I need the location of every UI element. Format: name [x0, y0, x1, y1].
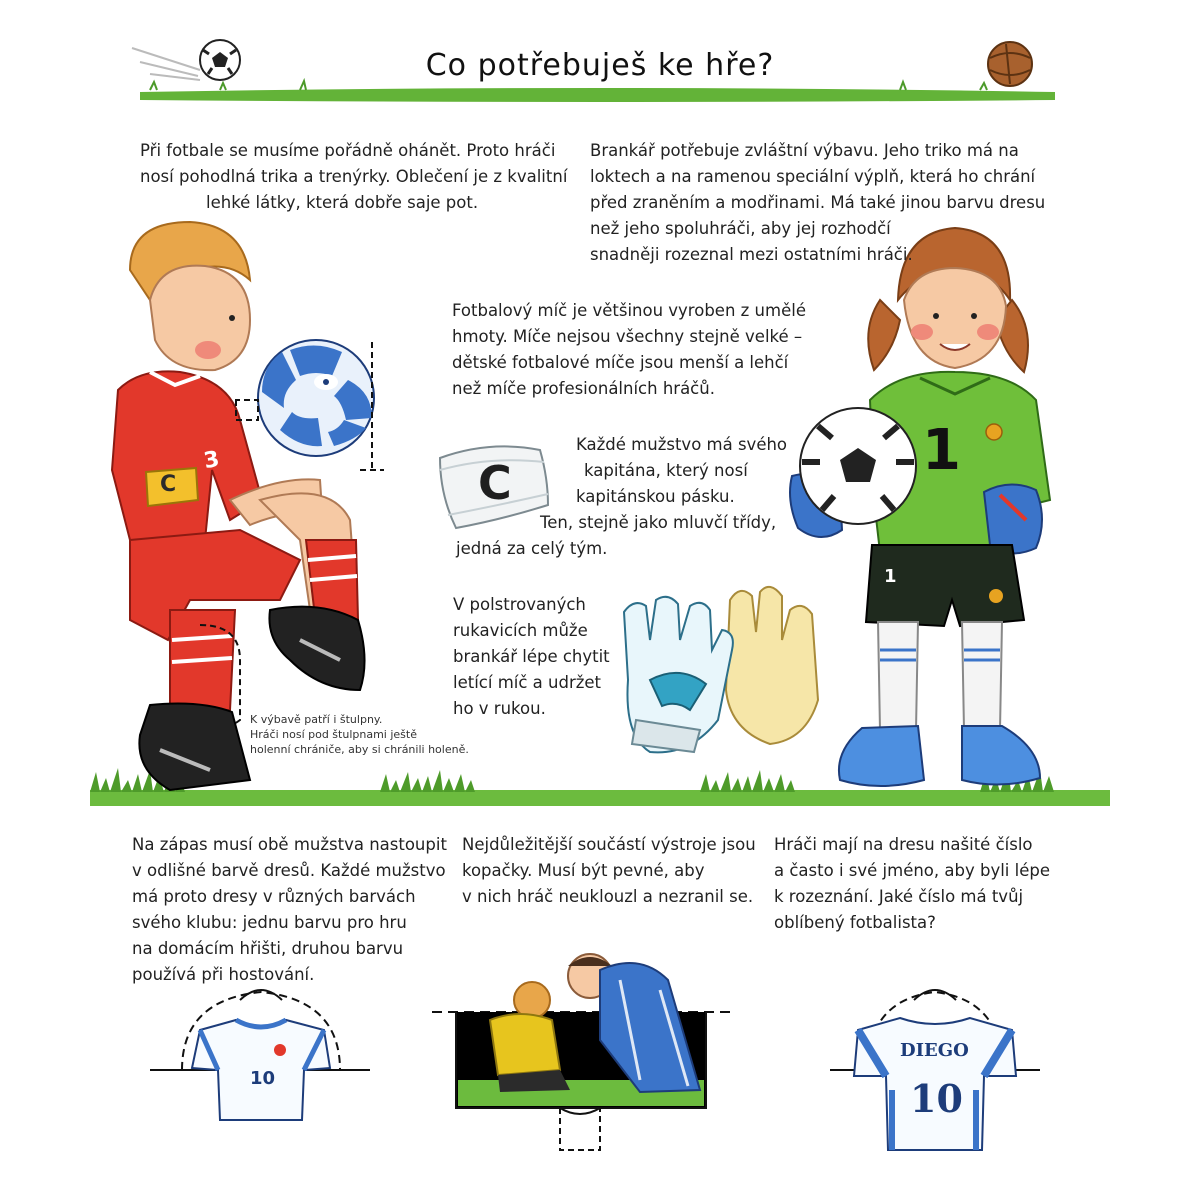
text-line: rukavicích může — [453, 621, 588, 640]
colors-paragraph — [132, 832, 452, 988]
text-line: k rozeznání. Jaké číslo má tvůj — [774, 887, 1024, 906]
numbers-paragraph — [774, 832, 1074, 936]
text-line: K výbavě patří i štulpny. — [250, 713, 383, 726]
blue-ball-illustration — [236, 340, 384, 470]
goalkeeper-paragraph — [590, 138, 1050, 268]
text-line: Fotbalový míč je většinou vyroben z umělé — [452, 301, 806, 320]
keeper-number: 1 — [922, 418, 961, 483]
text-line: kapitánskou pásku. — [576, 487, 735, 506]
text-line: na domácím hřišti, druhou barvu — [132, 939, 404, 958]
text-line: letící míč a udržet — [453, 673, 602, 692]
text-line: Hráči nosí pod štulpnami ještě — [250, 728, 417, 741]
text-line: používá při hostování. — [132, 965, 315, 984]
text-line: oblíbený fotbalista? — [774, 913, 936, 932]
text-line: Každé mužstvo má svého — [576, 435, 788, 454]
clothing-paragraph — [140, 138, 570, 216]
text-line: Brankář potřebuje zvláštní výbavu. Jeho triko má na — [590, 141, 1019, 160]
text-line: hmoty. Míče nejsou všechny stejně velké – — [452, 327, 803, 346]
text-line: brankář lépe chytit — [453, 647, 610, 666]
text-line: před zraněním a modřinami. Má také jinou barvu dresu — [590, 193, 1046, 212]
home-shirt-number: 10 — [250, 1068, 276, 1089]
ball-paragraph — [452, 298, 812, 402]
keeper-shorts-number: 1 — [884, 566, 897, 587]
gloves-illustration — [624, 587, 818, 753]
shinpads-caption — [250, 712, 510, 757]
text-line: dětské fotbalové míče jsou menší a lehčí — [452, 353, 789, 372]
text-line: Ten, stejně jako mluvčí třídy, — [540, 513, 777, 532]
away-shirt-number: 10 — [910, 1076, 963, 1121]
text-line: v odlišné barvě dresů. Každé mužstvo — [132, 861, 446, 880]
gloves-paragraph — [453, 592, 633, 722]
text-line: holenní chrániče, aby si chránili holeně. — [250, 743, 469, 756]
text-line: ho v rukou. — [453, 699, 546, 718]
text-line: a často i své jméno, aby byli lépe — [774, 861, 1050, 880]
text-line: kopačky. Musí být pevné, aby — [462, 861, 705, 880]
goalkeeper-illustration — [790, 228, 1050, 786]
boots-paragraph — [462, 832, 762, 910]
text-line: nosí pohodlná trika a trenýrky. Oblečení je z kvalitní — [140, 167, 568, 186]
text-line: kapitána, který nosí — [584, 461, 748, 480]
home-shirt-field-illustration — [150, 990, 370, 1120]
text-line: svého klubu: jednu barvu pro hru — [132, 913, 407, 932]
text-line: Nejdůležitější součástí výstroje jsou — [462, 835, 756, 854]
text-line: než míče profesionálních hráčů. — [452, 379, 715, 398]
armband-letter: C — [160, 472, 177, 497]
text-line: jedná za celý tým. — [456, 539, 608, 558]
coach-boots-illustration — [432, 954, 730, 1150]
text-line: lehké látky, která dobře saje pot. — [206, 193, 479, 212]
text-line: Hráči mají na dresu našité číslo — [774, 835, 1033, 854]
header-grass — [140, 81, 1055, 102]
captain-letter: C — [478, 456, 512, 510]
text-line: v nich hráč neuklouzl a nezranil se. — [462, 887, 754, 906]
text-line: loktech a na ramenou speciální výplň, která ho chrání — [590, 167, 1036, 186]
player-number: 3 — [201, 446, 222, 475]
text-line: Při fotbale se musíme pořádně ohánět. Proto hráči — [140, 141, 556, 160]
red-player-illustration — [112, 222, 365, 790]
text-line: má proto dresy v různých barvách — [132, 887, 416, 906]
text-line: než jeho spoluhráči, aby jej rozhodčí — [590, 219, 891, 238]
away-shirt-field-illustration — [830, 990, 1040, 1150]
away-shirt-name: DIEGO — [900, 1040, 969, 1061]
text-line: Na zápas musí obě mužstva nastoupit — [132, 835, 447, 854]
text-line: V polstrovaných — [453, 595, 586, 614]
text-line: snadněji rozeznal mezi ostatními hráči. — [590, 245, 913, 264]
page-title: Co potřebuješ ke hře? — [425, 48, 775, 83]
